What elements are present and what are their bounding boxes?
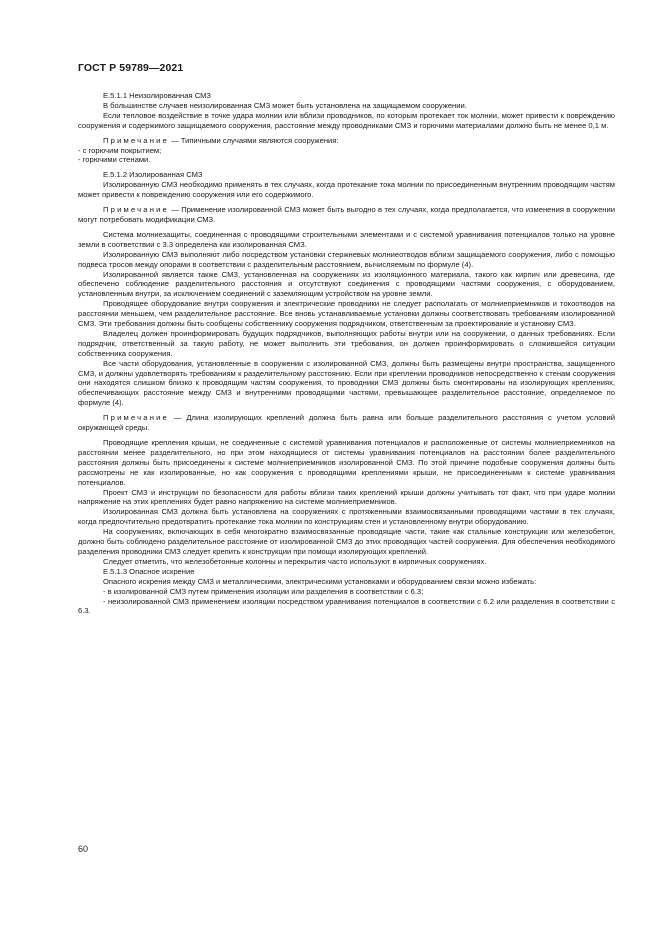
paragraph: Проводящее оборудование внутри сооружения и электрические проводники не следует располагать от молниеприемников и токоотводов на расстоянии меньшем, чем разделительное расстояние. Все вновь устанавливаемые установки должны соответствовать требованиям изолированной СМЗ. Эти требования должны быть сообщены собственнику сооружения подрядчиком, ответственным за проектирование и установку СМЗ.	[78, 299, 615, 329]
list-item: - неизолированной СМЗ применением изоляции посредством уравнивания потенциалов в соответствии с 6.2 или разделения в соответствии с 6.3.	[78, 596, 615, 616]
page-number: 60	[78, 844, 89, 854]
paragraph: Все части оборудования, установленные в сооружении с изолированной СМЗ, должны быть размещены внутри пространства, защищенного СМЗ, и должны удовлетворять требованиям к разделительному расстоянию. Если при креплении проводников непосредственно к стенам сооружения они находятся слишком близко к проводящим частям сооружения, то проводники СМЗ должны быть смонтированы на изолирующих креплениях, обеспечивающих расстояние между СМЗ и внутренними проводящими частями, превышающее разделительное расстояние, определяемое по формуле (4).	[78, 358, 615, 408]
paragraph: В большинстве случаев неизолированная СМЗ может быть установлена на защищаемом сооружении.	[103, 100, 467, 110]
list-item: - горючими стенами.	[78, 155, 151, 165]
paragraph: Изолированная СМЗ должна быть установлена на сооружениях с протяженными взаимосвязанными проводящими частями в тех случаях, когда предпочтительно предотвратить протекание тока молнии по конструкциям стен и установленному внутри оборудованию.	[78, 507, 615, 527]
list-item: - с горючим покрытием;	[78, 145, 162, 155]
paragraph: Если тепловое воздействие в точке удара молнии или вблизи проводников, по которым протекает ток молнии, может привести к повреждению сооружения и содержимого защищаемого сооружения, расстояние между проводниками СМЗ и горючими материалами должно быть не менее 0,1 м.	[78, 110, 615, 130]
paragraph: Проект СМЗ и инструкции по безопасности для работы вблизи таких креплений крыши должны учитывать тот факт, что при ударе молнии напряжение на этих креплениях будет равно напряжению на системе молниеприемников.	[78, 487, 615, 507]
note	[78, 205, 615, 225]
paragraph: Владелец должен проинформировать будущих подрядчиков, выполняющих работы внутри или на сооружении, о данных требованиях. Если подрядчик, ответственный за такую работу, не может выполнить эти требования, он должен проинформировать о сложившейся ситуации собственника сооружения.	[78, 328, 615, 358]
subsection-heading: Е.5.1.1 Неизолированная СМЗ	[103, 91, 212, 100]
paragraph: Изолированную СМЗ выполняют либо посредством установки стержневых молниеотводов вблизи защищаемого сооружения, либо с помощью подвеса тросов между опорами в соответствии с разделительным расстоянием, вычисляемым по формуле (4).	[78, 249, 615, 269]
note-label: Примечание	[103, 135, 169, 145]
paragraph: На сооружениях, включающих в себя многократно взаимосвязанные проводящие части, такие как стальные конструкции или железобетон, должно быть соблюдено разделительное расстояние от изолированной СМЗ до этих проводящих частей сооружения. Для обеспечения необходимого разделения проводники СМЗ следует крепить к конструкции при помощи изолирующих креплений.	[78, 527, 615, 556]
document-body	[78, 91, 615, 616]
subsection-heading: Е.5.1.2 Изолированная СМЗ	[103, 170, 203, 180]
note-label: Примечание	[103, 413, 169, 423]
note	[78, 136, 615, 146]
note-text: — Применение изолированной СМЗ может быть выгодно в тех случаях, когда предполагается, что изменения в сооружении могут потребовать модификации СМЗ.	[78, 205, 615, 224]
list-item: - в изолированной СМЗ путем применения изоляции или разделения в соответствии с 6.3;	[103, 586, 424, 596]
paragraph: Изолированной является также СМЗ, установленная на сооружениях из изоляционного материала, такого как кирпич или древесина, где обеспечено соблюдение разделительного расстояния и отсутствуют соединения с проводящими частями сооружения, с оборудованием, установленным внутри, за исключением соединений с заземляющим устройством на уровне земли.	[78, 269, 615, 299]
paragraph: Система молниезащиты, соединенная с проводящими строительными элементами и с системой уравнивания потенциалов только на уровне земли в соответствии с 3.3 определена как изолированная СМЗ.	[78, 229, 615, 249]
paragraph: Проводящие крепления крыши, не соединенные с системой уравнивания потенциалов и расположенные от системы молниеприемников на расстоянии менее разделительного, но при этом находящиеся от системы уравнивания потенциалов на расстоянии более разделительного расстояния должны быть присоединены к системе молниеприемников изолированной СМЗ. По этой причине подобные сооружения должны быть рассмотрены не как изолированные, но как сооружения с проводящими креплениями крыши, не присоединенными к системе уравнивания потенциалов.	[78, 438, 615, 487]
note-label: Примечание	[103, 205, 169, 215]
paragraph: Опасного искрения между СМЗ и металлическими, электрическими установками и оборудованием связи можно избежать:	[103, 576, 537, 586]
note-text: — Типичными случаями являются сооружения:	[168, 135, 339, 145]
note	[78, 413, 615, 433]
paragraph: Изолированную СМЗ необходимо применять в тех случаях, когда протекание тока молнии по присоединенным внутренним проводящим частям может привести к повреждению сооружения или его содержимого.	[78, 180, 615, 200]
note-text: — Длина изолирующих креплений должна быть равна или больше разделительного расстояния с учетом условий окружающей среды.	[78, 413, 615, 433]
paragraph: Следует отметить, что железобетонные колонны и перекрытия часто используют в кирпичных сооружениях.	[103, 556, 487, 566]
document-header: ГОСТ Р 59789—2021	[78, 62, 184, 74]
subsection-heading: Е.5.1.3 Опасное искрение	[103, 566, 195, 576]
